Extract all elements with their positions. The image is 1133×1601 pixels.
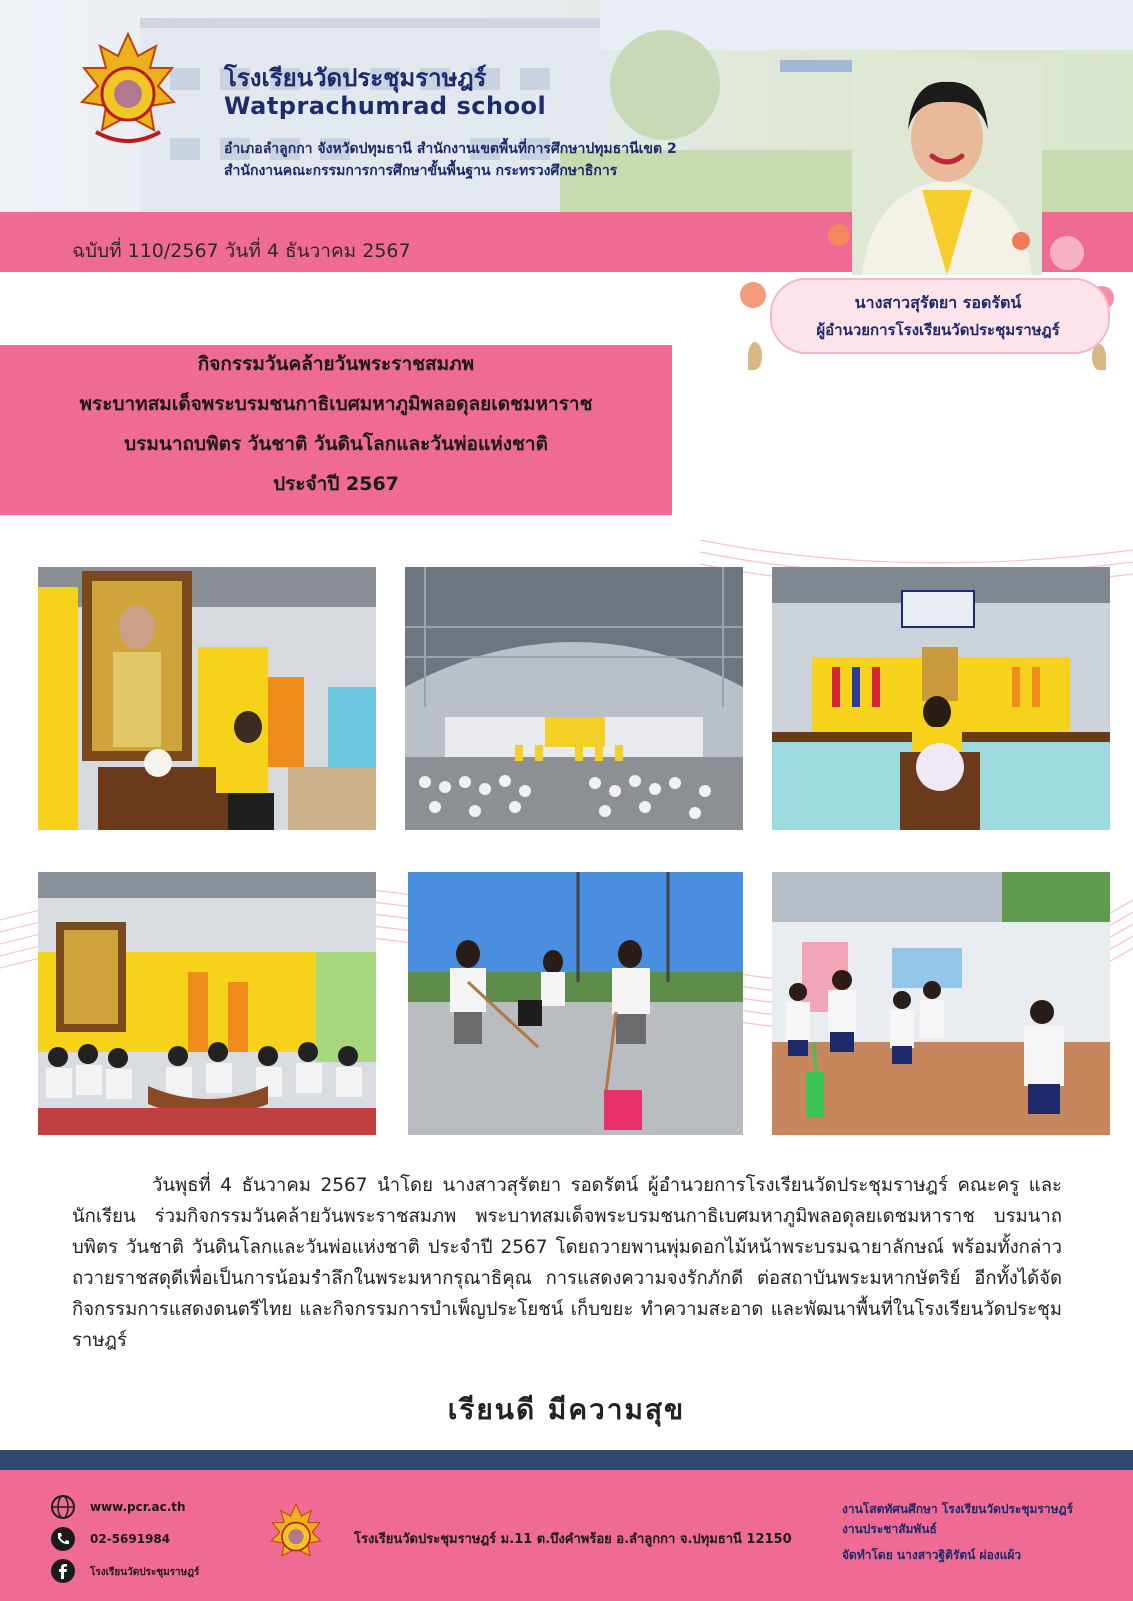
school-emblem-icon [268, 1502, 324, 1568]
title-line-1: กิจกรรมวันคล้ายวันพระราชสมภพ [197, 353, 475, 375]
description-paragraph: วันพุธที่ 4 ธันวาคม 2567 นำโดย นางสาวสุรัตยา รอดรัตน์ ผู้อำนวยการโรงเรียนวัดประชุมราษฎร์ คณะครู และนักเรียน ร่วมกิจกรรมวันคล้ายวันพระราชสมภพ พระบาทสมเด็จพระบรมชนกาธิเบศมหาภูมิพลอดุลยเดชมหาราช บรมนาถบพิตร วันชาติ วันดินโลกและวันพ่อแห่งชาติ ประจำปี 2567 โดยถวายพานพุ่มดอกไม้หน้าพระบรมฉายาลักษณ์ พร้อมทั้งกล่าวถวายราชสดุดีเพื่อเป็นการน้อมรำลึกในพระมหากรุณาธิคุณ การแสดงความจงรักภักดี ต่อสถาบันพระมหากษัตริย์ อีกทั้งได้จัดกิจกรรมการแสดงดนตรีไทย และกิจกรรมการบำเพ็ญประโยชน์ เก็บขยะ ทำความสะอาด และพัฒนาพื้นที่ในโรงเรียนวัดประชุมราษฎร์ [72, 1175, 1062, 1351]
director-name: นางสาวสุรัตยา รอดรัตน์ [854, 293, 1022, 312]
flower-decoration [1012, 232, 1030, 250]
department-line-1: งานโสตทัศนศึกษา โรงเรียนวัดประชุมราษฎร์ [842, 1502, 1074, 1516]
activity-title-box [0, 345, 672, 515]
issue-number: ฉบับที่ 110/2567 วันที่ 4 ธันวาคม 2567 [72, 240, 411, 262]
affiliation-line-2: สำนักงานคณะกรรมการการศึกษาขั้นพื้นฐาน กระทรวงศึกษาธิการ [224, 163, 618, 179]
director-name-card [770, 278, 1110, 354]
photo-assembly-hall [405, 567, 743, 830]
photo-director-speech [772, 567, 1110, 830]
leaf-decoration [1092, 344, 1106, 370]
title-line-2: พระบาทสมเด็จพระบรมชนกาธิเบศมหาภูมิพลอดุลยเดชมหาราช [79, 393, 593, 415]
phone-icon [50, 1526, 76, 1552]
flower-decoration [828, 224, 850, 246]
facebook-page-link[interactable]: โรงเรียนวัดประชุมราษฎร์ [90, 1567, 200, 1578]
photo-cleaning-corridor [772, 872, 1110, 1135]
school-address: โรงเรียนวัดประชุมราษฎร์ ม.11 ต.บึงคำพร้อย อ.ลำลูกกา จ.ปทุมธานี 12150 [354, 1532, 792, 1547]
school-name-thai: โรงเรียนวัดประชุมราษฎร์ [224, 64, 487, 92]
website-link[interactable]: www.pcr.ac.th [90, 1500, 186, 1514]
school-name-english: Watprachumrad school [224, 92, 547, 120]
photo-sweeping-yard [408, 872, 743, 1135]
leaf-decoration [748, 342, 762, 370]
made-by: จัดทำโดย นางสาวฐิติรัตน์ ผ่องแผ้ว [842, 1548, 1022, 1562]
activity-description [72, 1170, 1062, 1356]
director-title: ผู้อำนวยการโรงเรียนวัดประชุมราษฎร์ [816, 321, 1060, 339]
school-emblem-icon [76, 32, 180, 150]
photo-thai-music [38, 872, 376, 1135]
title-line-3: บรมนาถบพิตร วันชาติ วันดินโลกและวันพ่อแห่งชาติ [124, 433, 548, 455]
facebook-icon [50, 1558, 76, 1584]
affiliation-line-1: อำเภอลำลูกกา จังหวัดปทุมธานี สำนักงานเขตพื้นที่การศึกษาปทุมธานีเขต 2 [224, 141, 677, 157]
flower-decoration [740, 282, 766, 308]
title-line-4: ประจำปี 2567 [273, 473, 399, 495]
flower-decoration [1050, 236, 1084, 270]
photo-offering-flowers [38, 567, 376, 830]
phone-number: 02-5691984 [90, 1532, 171, 1546]
school-slogan: เรียนดี มีความสุข [447, 1393, 686, 1426]
globe-icon [50, 1494, 76, 1520]
department-line-2: งานประชาสัมพันธ์ [842, 1522, 937, 1536]
